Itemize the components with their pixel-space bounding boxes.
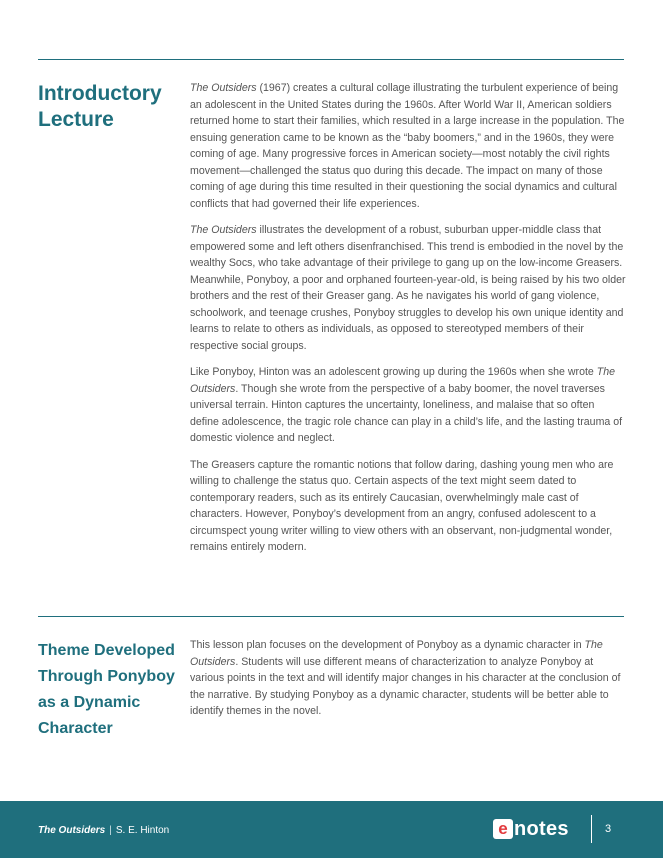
book-title-italic: The Outsiders: [190, 82, 257, 94]
paragraph: [190, 80, 626, 212]
section-divider-middle: [38, 616, 624, 617]
paragraph-text: This lesson plan focuses on the development of Ponyboy as a dynamic character in: [190, 639, 585, 651]
section-title-line: Theme Developed: [38, 642, 175, 659]
section-divider-top: [38, 59, 624, 60]
footer-separator: |: [109, 825, 112, 836]
book-title-italic: The Outsiders: [190, 224, 257, 236]
paragraph: [190, 637, 626, 720]
page-footer: [0, 801, 663, 858]
enotes-logo: [493, 817, 569, 841]
paragraph-text: illustrates the development of a robust, suburban upper-middle class that empowered some and left others disenfranchised. This trend is embodied in the novel by the wealthy Socs, who take advantage of their privilege to gang up on the low-income Greasers. Meanwhile, Ponyboy, a poor and orphaned fourteen-year-old, is being raised by his two older brothers and the rest of their Greaser gang. As he navigates his world of gang violence, schoolwork, and teenage crushes, Ponyboy struggles to develop his own unique identity and learns to relate to others as individuals, as opposed to stereotyped members of their respective social groups.: [190, 224, 626, 352]
footer-book-info: [38, 825, 169, 836]
enotes-logo-letter: e: [493, 819, 513, 839]
book-title-italic: The Outsiders: [190, 639, 603, 668]
section-body-theme-developed: [190, 637, 626, 730]
paragraph-text: Like Ponyboy, Hinton was an adolescent growing up during the 1960s when she wrote: [190, 366, 597, 378]
book-title-italic: The Outsiders: [190, 366, 616, 395]
paragraph-text: The Greasers capture the romantic notions that follow daring, dashing young men who are willing to challenge the status quo. Certain aspects of the text might seem dated to contemporary readers, such as its entirely Caucasian, overwhelmingly male cast of characters. However, Ponyboy’s development from an angry, confused adolescent to a circumspect young writer willing to view others with an observant, non-judgmental wonder, remains entirely modern.: [190, 458, 614, 553]
section-body-introductory-lecture: [190, 80, 626, 566]
paragraph-text: (1967) creates a cultural collage illustrating the turbulent experience of being an adolescent in the United States during the 1960s. After World War II, American soldiers returned home to start their families, which resulted in a large increase in the population. The ensuing generation came to be known as the “baby boomers,” and in the 1960s, they were coming of age. Many progressive forces in American society—most notably the civil rights movement—challenged the status quo during this decade. The impact on many of those coming of age during this time resulted in their questioning the social dynamics and cultural conflicts that had governed their life experiences.: [190, 82, 625, 210]
paragraph: [190, 457, 626, 556]
section-title-line: Lecture: [38, 108, 114, 131]
section-title-line: Introductory: [38, 82, 162, 105]
footer-divider: [591, 815, 592, 843]
section-title-line: Character: [38, 720, 113, 737]
paragraph-text: . Though she wrote from the perspective of a baby boomer, the novel traverses universal terrain. Hinton captures the uncertainty, loneliness, and malaise that so often define adolescence, the tragic role chance can play in a child’s life, and the lasting trauma of domestic violence and neglect.: [190, 382, 623, 444]
section-title-theme-developed: [38, 638, 175, 742]
enotes-logo-word: notes: [514, 817, 569, 840]
section-title-line: Through Ponyboy: [38, 668, 175, 685]
section-title-introductory-lecture: [38, 81, 162, 133]
paragraph: [190, 364, 626, 447]
footer-author: S. E. Hinton: [115, 825, 170, 836]
paragraph-text: . Students will use different means of characterization to analyze Ponyboy at various points in the text and will identify major changes in his character at the conclusion of the narrative. By studying Ponyboy as a dynamic character, students will be better able to identify themes in the novel.: [190, 655, 621, 717]
section-title-line: as a Dynamic: [38, 694, 141, 711]
paragraph: [190, 222, 626, 354]
footer-book-title: The Outsiders: [38, 825, 106, 836]
page-number: 3: [605, 823, 612, 835]
